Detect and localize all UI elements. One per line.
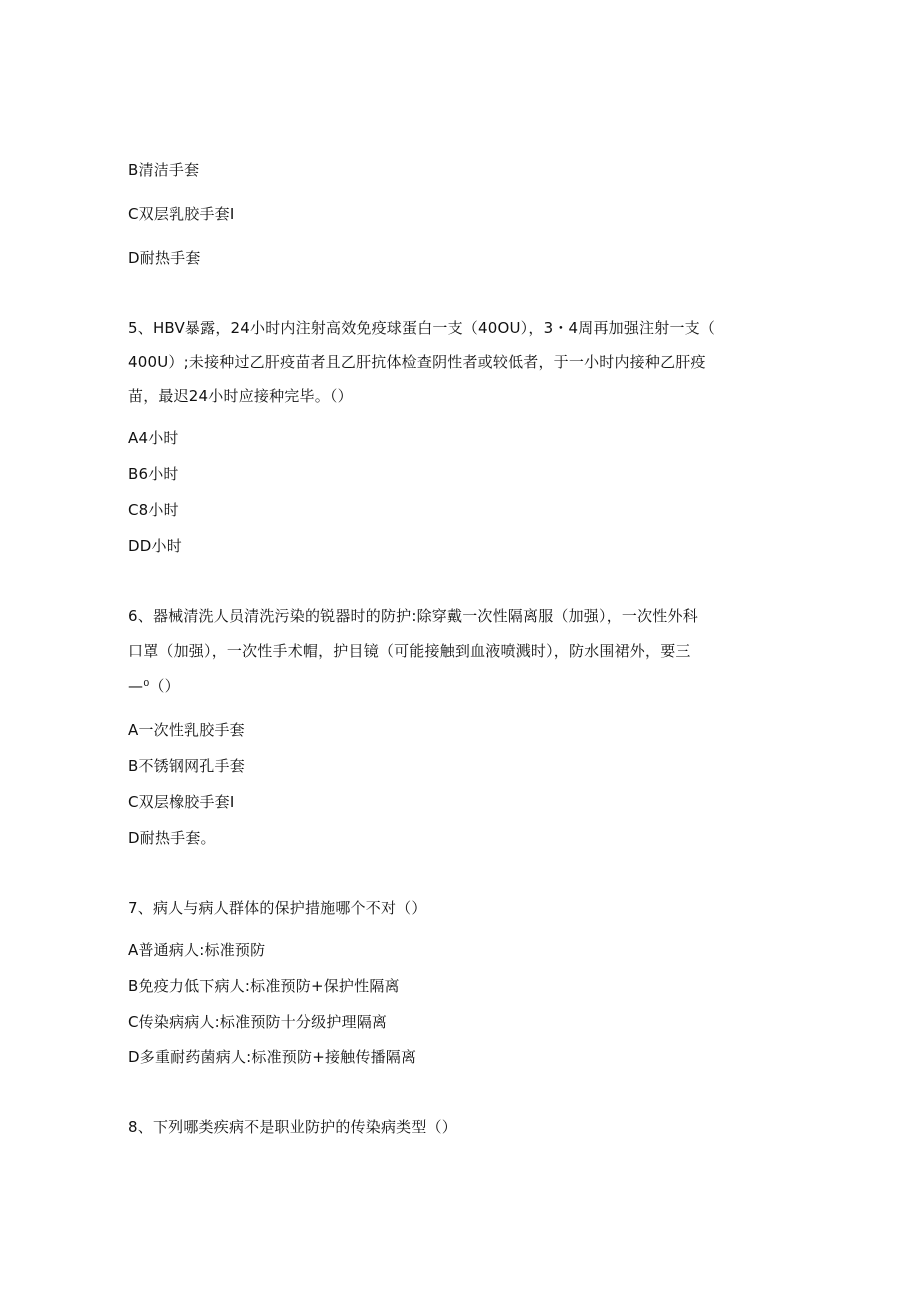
q5-option-c: C8小时: [128, 501, 179, 519]
q6-stem-line-3: —⁰（）: [128, 677, 180, 695]
q7-option-a: A普通病人:标准预防: [128, 941, 266, 959]
q5-stem-line-2: 400U）;未接种过乙肝疫苗者且乙肝抗体检查阴性者或较低者，于一小时内接种乙肝疫: [128, 353, 706, 371]
q6-stem-line-2: 口罩（加强），一次性手术帽，护目镜（可能接触到血液喷溅时），防水围裙外，要三: [128, 642, 691, 660]
q7-stem: 7、病人与病人群体的保护措施哪个不对（）: [128, 899, 427, 917]
q4-option-b: B清洁手套: [128, 161, 200, 179]
q7-option-d: D多重耐药菌病人:标准预防+接触传播隔离: [128, 1048, 417, 1066]
q6-option-b: B不锈钢网孔手套: [128, 757, 245, 775]
q6-option-a: A一次性乳胶手套: [128, 721, 245, 739]
q6-stem-line-1: 6、器械清洗人员清洗污染的锐器时的防护:除穿戴一次性隔离服（加强），一次性外科: [128, 607, 698, 625]
q7-option-b: B免疫力低下病人:标准预防+保护性隔离: [128, 977, 400, 995]
q7-option-c: C传染病病人:标准预防十分级护理隔离: [128, 1013, 388, 1031]
q5-stem-line-1: 5、HBV暴露，24小时内注射高效免疫球蛋白一支（40OU），3・4周再加强注射一支（: [128, 319, 716, 337]
q5-option-b: B6小时: [128, 465, 179, 483]
q6-option-c: C双层橡胶手套I: [128, 793, 235, 811]
q5-option-d: DD小时: [128, 537, 182, 555]
q5-option-a: A4小时: [128, 429, 179, 447]
q6-option-d: D耐热手套。: [128, 829, 216, 847]
q4-option-d: D耐热手套: [128, 249, 201, 267]
q4-option-c: C双层乳胶手套I: [128, 205, 235, 223]
q5-stem-line-3: 苗，最迟24小时应接种完毕。（）: [128, 387, 353, 405]
q8-stem: 8、下列哪类疾病不是职业防护的传染病类型（）: [128, 1118, 457, 1136]
